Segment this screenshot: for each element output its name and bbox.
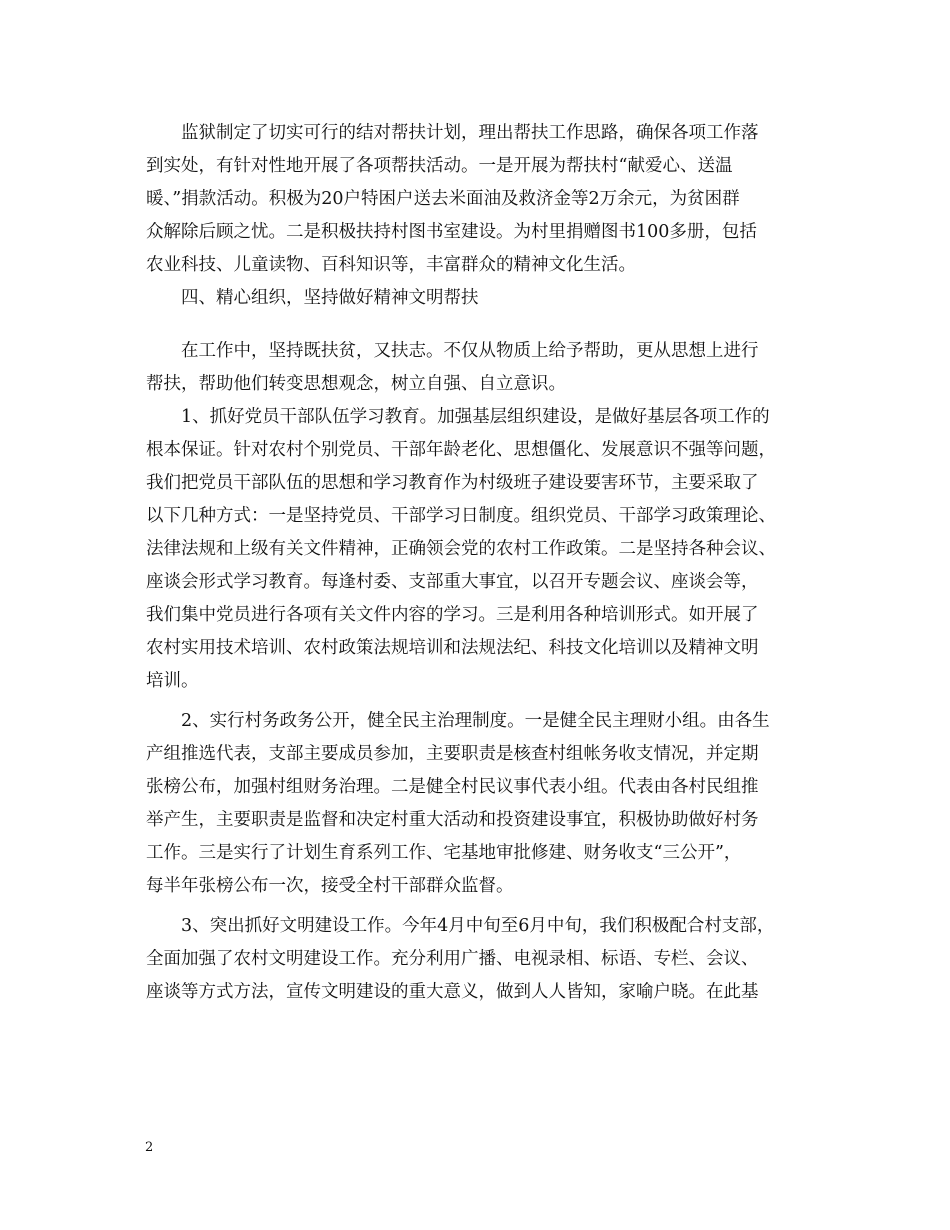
page-number: 2: [145, 1140, 154, 1155]
text-line: 1、抓好党员干部队伍学习教育。加强基层组织建设，是做好基层各项工作的: [181, 407, 770, 427]
text-line: 产组推选代表，支部主要成员参加，主要职责是核查村组帐务收支情况，并定期: [146, 744, 759, 764]
text-line: 在工作中，坚持既扶贫，又扶志。不仅从物质上给予帮助，更从思想上进行: [181, 341, 759, 361]
text-line: 监狱制定了切实可行的结对帮扶计划，理出帮扶工作思路，确保各项工作落: [181, 123, 759, 143]
text-line: 众解除后顾之忧。二是积极扶持村图书室建设。为村里捐赠图书100多册，包括: [146, 222, 757, 242]
text-line: 2、实行村务政务公开，健全民主治理制度。一是健全民主理财小组。由各生: [181, 711, 770, 731]
text-line: 全面加强了农村文明建设工作。充分利用广播、电视录相、标语、专栏、会议、: [146, 949, 759, 969]
text-line: 3、突出抓好文明建设工作。今年4月中旬至6月中旬，我们积极配合村支部，: [181, 916, 775, 936]
text-line: 到实处，有针对性地开展了各项帮扶活动。一是开展为帮扶村“献爱心、送温: [146, 156, 733, 176]
text-line: 根本保证。针对农村个别党员、干部年龄老化、思想僵化、发展意识不强等问题，: [146, 440, 776, 460]
text-line: 每半年张榜公布一次，接受全村干部群众监督。: [146, 876, 514, 896]
text-line: 张榜公布，加强村组财务治理。二是健全村民议事代表小组。代表由各村民组推: [146, 777, 759, 797]
text-line: 我们集中党员进行各项有关文件内容的学习。三是利用各种培训形式。如开展了: [146, 605, 759, 625]
text-line: 帮扶，帮助他们转变思想观念，树立自强、自立意识。: [146, 374, 566, 394]
text-line: 我们把党员干部队伍的思想和学习教育作为村级班子建设要害环节，主要采取了: [146, 473, 759, 493]
text-line: 法律法规和上级有关文件精神，正确领会党的农村工作政策。二是坚持各种会议、: [146, 539, 776, 559]
text-line: 农业科技、儿童读物、百科知识等，丰富群众的精神文化生活。: [146, 255, 636, 275]
text-line: 座谈等方式方法，宣传文明建设的重大意义，做到人人皆知，家喻户晓。在此基: [146, 982, 759, 1002]
text-line: 工作。三是实行了计划生育系列工作、宅基地审批修建、财务收支“三公开”，: [146, 843, 742, 863]
text-line: 举产生，主要职责是监督和决定村重大活动和投资建设事宜，积极协助做好村务: [146, 810, 759, 830]
text-line: 暖、”捐款活动。积极为20户特困户送去米面油及救济金等2万余元，为贫困群: [146, 189, 740, 209]
text-line: 以下几种方式：一是坚持党员、干部学习日制度。组织党员、干部学习政策理论、: [146, 506, 776, 526]
text-line: 农村实用技术培训、农村政策法规培训和法规法纪、科技文化培训以及精神文明: [146, 638, 759, 658]
text-line: 座谈会形式学习教育。每逢村委、支部重大事宜，以召开专题会议、座谈会等，: [146, 572, 759, 592]
section-heading: 四、精心组织，坚持做好精神文明帮扶: [181, 288, 479, 308]
text-line: 培训。: [146, 671, 199, 691]
